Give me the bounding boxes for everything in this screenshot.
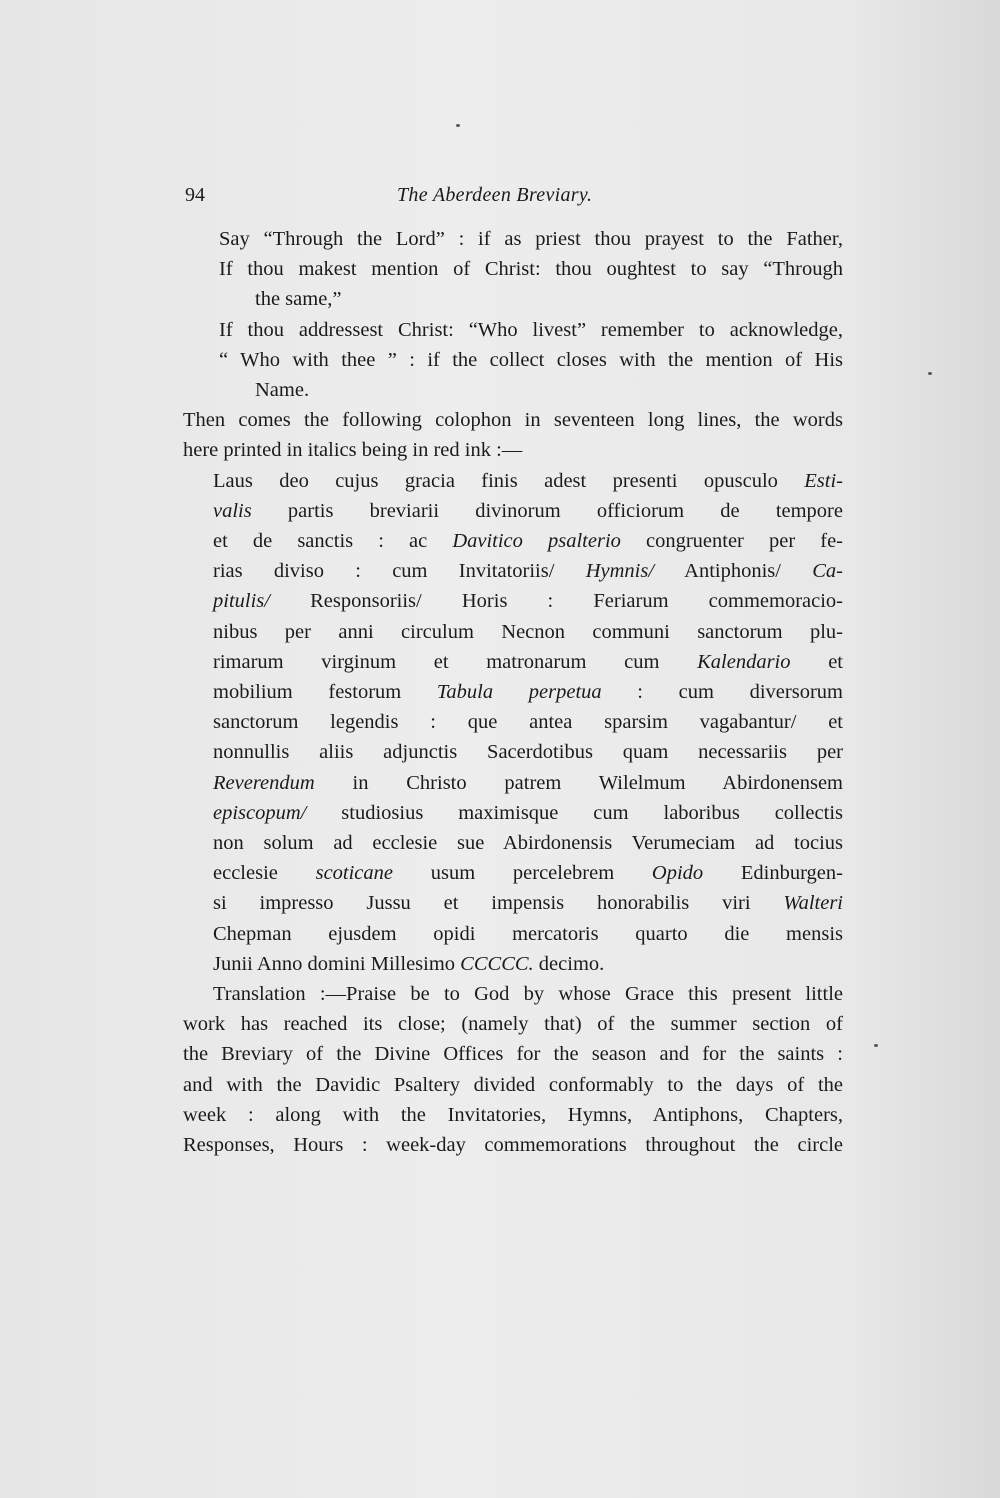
red-ink-word: Kalendario bbox=[697, 650, 791, 673]
colophon-line bbox=[183, 677, 843, 707]
colophon-line: Chepman ejusdem opidi mercatoris quarto die mensis bbox=[213, 922, 843, 945]
red-ink-word: Esti- bbox=[804, 469, 843, 492]
running-title: The Aberdeen Breviary. bbox=[397, 184, 593, 206]
verse-line: Say “Through the Lord” : if as priest thou prayest to the Father, bbox=[219, 228, 843, 250]
colophon-line: sanctorum legendis : que antea sparsim vagabantur/ et bbox=[213, 711, 843, 734]
colophon-line bbox=[183, 556, 843, 586]
paper-speck bbox=[456, 124, 460, 127]
colophon-text: partis breviarii divinorum officiorum de tempore bbox=[251, 499, 843, 522]
colophon-line bbox=[183, 768, 843, 798]
verse-line: If thou makest mention of Christ: thou oughtest to say “Through bbox=[219, 258, 843, 281]
red-ink-word: scoticane bbox=[315, 862, 394, 885]
red-ink-word: Walteri bbox=[783, 892, 843, 915]
red-ink-word: valis bbox=[213, 499, 252, 522]
colophon-text: : cum diversorum bbox=[601, 681, 843, 704]
translation-line: work has reached its close; (namely that) of the summer section of bbox=[183, 1013, 843, 1036]
verse-line: Name. bbox=[255, 379, 310, 402]
colophon-text: rimarum virginum et matronarum cum bbox=[213, 650, 698, 673]
colophon-line bbox=[183, 526, 843, 556]
colophon-text: in Christo patrem Wilelmum Abirdonensem bbox=[314, 771, 843, 794]
colophon-text: Junii Anno domini Millesimo bbox=[213, 952, 461, 975]
colophon-text: mobilium festorum bbox=[213, 681, 437, 704]
colophon-text: studiosius maximisque cum laboribus collectis bbox=[306, 801, 843, 824]
verse-line: If thou addressest Christ: “Who livest” remember to acknowledge, bbox=[219, 318, 843, 341]
red-ink-word: Ca- bbox=[812, 560, 843, 583]
colophon-line bbox=[183, 647, 843, 677]
colophon-text: Antiphonis/ bbox=[654, 560, 813, 583]
colophon-text: ecclesie bbox=[213, 862, 316, 885]
red-ink-word: Opido bbox=[651, 862, 704, 885]
colophon-line bbox=[183, 586, 843, 616]
red-ink-word: Reverendum bbox=[213, 771, 315, 794]
colophon-text: usum percelebrem bbox=[393, 862, 652, 885]
red-ink-word: pitulis/ bbox=[213, 590, 270, 613]
colophon-line bbox=[183, 496, 843, 526]
page-body bbox=[183, 224, 843, 1160]
colophon-text: et de sanctis : ac bbox=[213, 530, 453, 553]
colophon-text: Responsoriis/ Horis : Feriarum commemoracio- bbox=[269, 590, 843, 613]
colophon-text: rias diviso : cum Invitatoriis/ bbox=[213, 560, 586, 583]
red-ink-word: Hymnis/ bbox=[585, 560, 655, 583]
translation-line: week : along with the Invitatories, Hymns, Antiphons, Chapters, bbox=[183, 1103, 843, 1126]
verse-line: “ Who with thee ” : if the collect closes with the mention of His bbox=[219, 348, 843, 371]
red-ink-word: episcopum/ bbox=[213, 801, 307, 824]
translation-line: Responses, Hours : week-day commemorations throughout the circle bbox=[183, 1134, 843, 1157]
page-number: 94 bbox=[185, 184, 205, 206]
colophon-line bbox=[183, 888, 843, 918]
paper-speck bbox=[928, 372, 932, 375]
colophon-line bbox=[183, 798, 843, 828]
paper-speck bbox=[874, 1044, 878, 1047]
translation-line: and with the Davidic Psaltery divided conformably to the days of the bbox=[183, 1073, 843, 1096]
colophon-line bbox=[183, 466, 843, 496]
colophon-text: et bbox=[790, 650, 843, 673]
colophon-text: decimo. bbox=[533, 952, 605, 975]
intro-line: here printed in italics being in red ink :— bbox=[183, 439, 523, 462]
verse-line: the same,” bbox=[255, 288, 342, 311]
colophon-line bbox=[183, 949, 843, 979]
colophon-line: non solum ad ecclesie sue Abirdonensis Verumeciam ad tocius bbox=[213, 832, 843, 855]
running-head bbox=[185, 184, 640, 214]
translation-line: the Breviary of the Divine Offices for the season and for the saints : bbox=[183, 1043, 843, 1066]
colophon-text: si impresso Jussu et impensis honorabilis viri bbox=[213, 892, 784, 915]
red-ink-word: Davitico psalterio bbox=[452, 530, 621, 553]
colophon-line: nonnullis aliis adjunctis Sacerdotibus quam necessariis per bbox=[213, 741, 843, 764]
colophon-text: Laus deo cujus gracia finis adest presenti opusculo bbox=[213, 469, 805, 492]
intro-line: Then comes the following colophon in seventeen long lines, the words bbox=[183, 409, 843, 432]
colophon-text: Edinburgen- bbox=[703, 862, 843, 885]
translation-line: Translation :—Praise be to God by whose Grace this present little bbox=[213, 983, 843, 1006]
red-ink-word: Tabula perpetua bbox=[436, 681, 602, 704]
red-ink-word: CCCCC. bbox=[460, 952, 534, 975]
colophon-line: nibus per anni circulum Necnon communi sanctorum plu- bbox=[213, 620, 843, 643]
colophon-line bbox=[183, 858, 843, 888]
colophon-text: congruenter per fe- bbox=[620, 530, 843, 553]
